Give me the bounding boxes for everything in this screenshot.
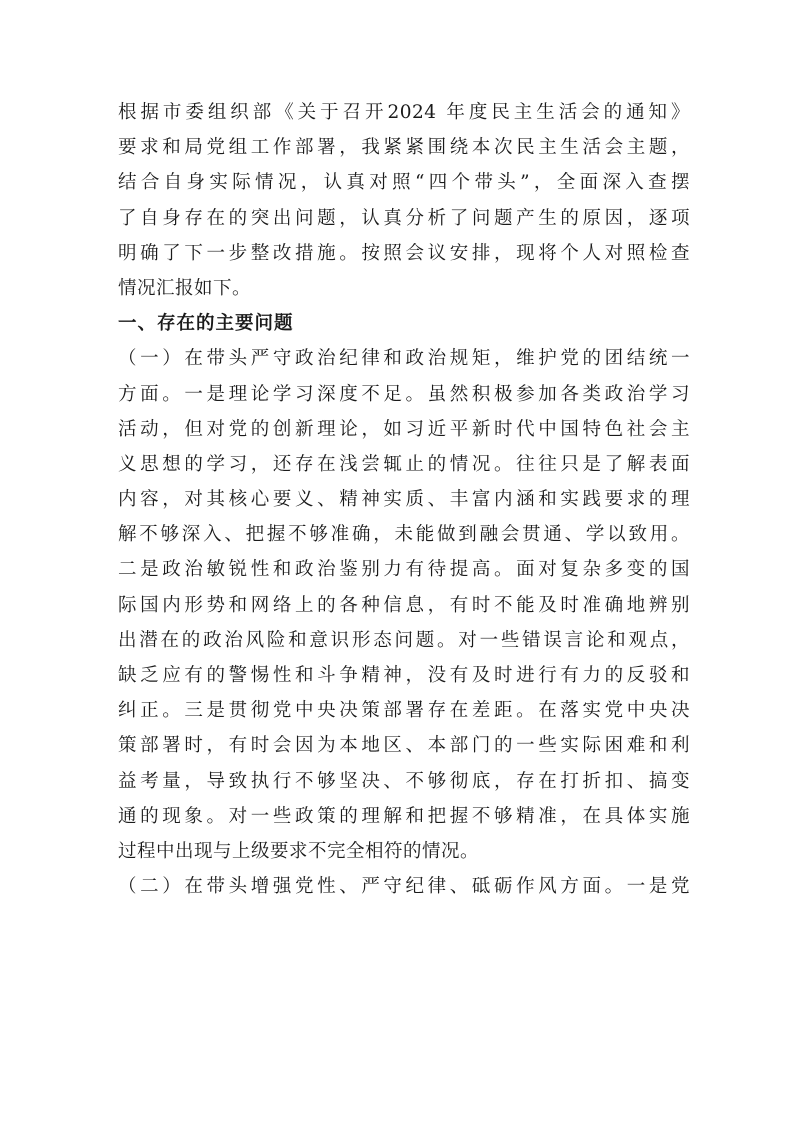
paragraph-line: 根据市委组织部《关于召开2024 年度民主生活会的通知》 bbox=[118, 102, 690, 123]
paragraph-line: 活动，但对党的创新理论，如习近平新时代中国特色社会主 bbox=[118, 418, 690, 440]
paragraph-line: 结合自身实际情况，认真对照“四个带头”，全面深入查摆 bbox=[118, 172, 690, 194]
paragraph-line: （一）在带头严守政治纪律和政治规矩，维护党的团结统一 bbox=[118, 348, 690, 370]
paragraph-line: 通的现象。对一些政策的理解和把握不够精准，在具体实施 bbox=[118, 805, 690, 827]
paragraph-line: 策部署时，有时会因为本地区、本部门的一些实际困难和利 bbox=[118, 735, 690, 757]
paragraph-line: 益考量，导致执行不够坚决、不够彻底，存在打折扣、搞变 bbox=[118, 770, 690, 792]
document-page bbox=[118, 95, 690, 904]
paragraph-line: 情况汇报如下。 bbox=[118, 277, 252, 299]
paragraph-line: 缺乏应有的警惕性和斗争精神，没有及时进行有力的反驳和 bbox=[118, 665, 690, 686]
paragraph-line: 义思想的学习，还存在浅尝辄止的情况。往往只是了解表面 bbox=[118, 453, 690, 475]
paragraph-line: 要求和局党组工作部署，我紧紧围绕本次民主生活会主题， bbox=[118, 137, 690, 159]
paragraph-line: 二是政治敏锐性和政治鉴别力有待提高。面对复杂多变的国 bbox=[118, 559, 690, 581]
paragraph-line: 过程中出现与上级要求不完全相符的情况。 bbox=[118, 840, 480, 862]
paragraph-line: 明确了下一步整改措施。按照会议安排，现将个人对照检查 bbox=[118, 242, 690, 264]
paragraph-line: 纠正。三是贯彻党中央决策部署存在差距。在落实党中央决 bbox=[118, 700, 690, 722]
paragraph-line: （二）在带头增强党性、严守纪律、砥砺作风方面。一是党 bbox=[118, 876, 690, 898]
paragraph-line: 际国内形势和网络上的各种信息，有时不能及时准确地辨别 bbox=[118, 594, 690, 616]
paragraph-line: 方面。一是理论学习深度不足。虽然积极参加各类政治学习 bbox=[118, 383, 690, 405]
paragraph-line: 了自身存在的突出问题，认真分析了问题产生的原因，逐项 bbox=[118, 207, 690, 229]
section-heading: 一、存在的主要问题 bbox=[118, 313, 294, 335]
paragraph-line: 内容，对其核心要义、精神实质、丰富内涵和实践要求的理 bbox=[118, 489, 690, 511]
paragraph-line: 出潜在的政治风险和意识形态问题。对一些错误言论和观点， bbox=[118, 629, 690, 651]
paragraph-line: 解不够深入、把握不够准确，未能做到融会贯通、学以致用。 bbox=[118, 524, 690, 546]
